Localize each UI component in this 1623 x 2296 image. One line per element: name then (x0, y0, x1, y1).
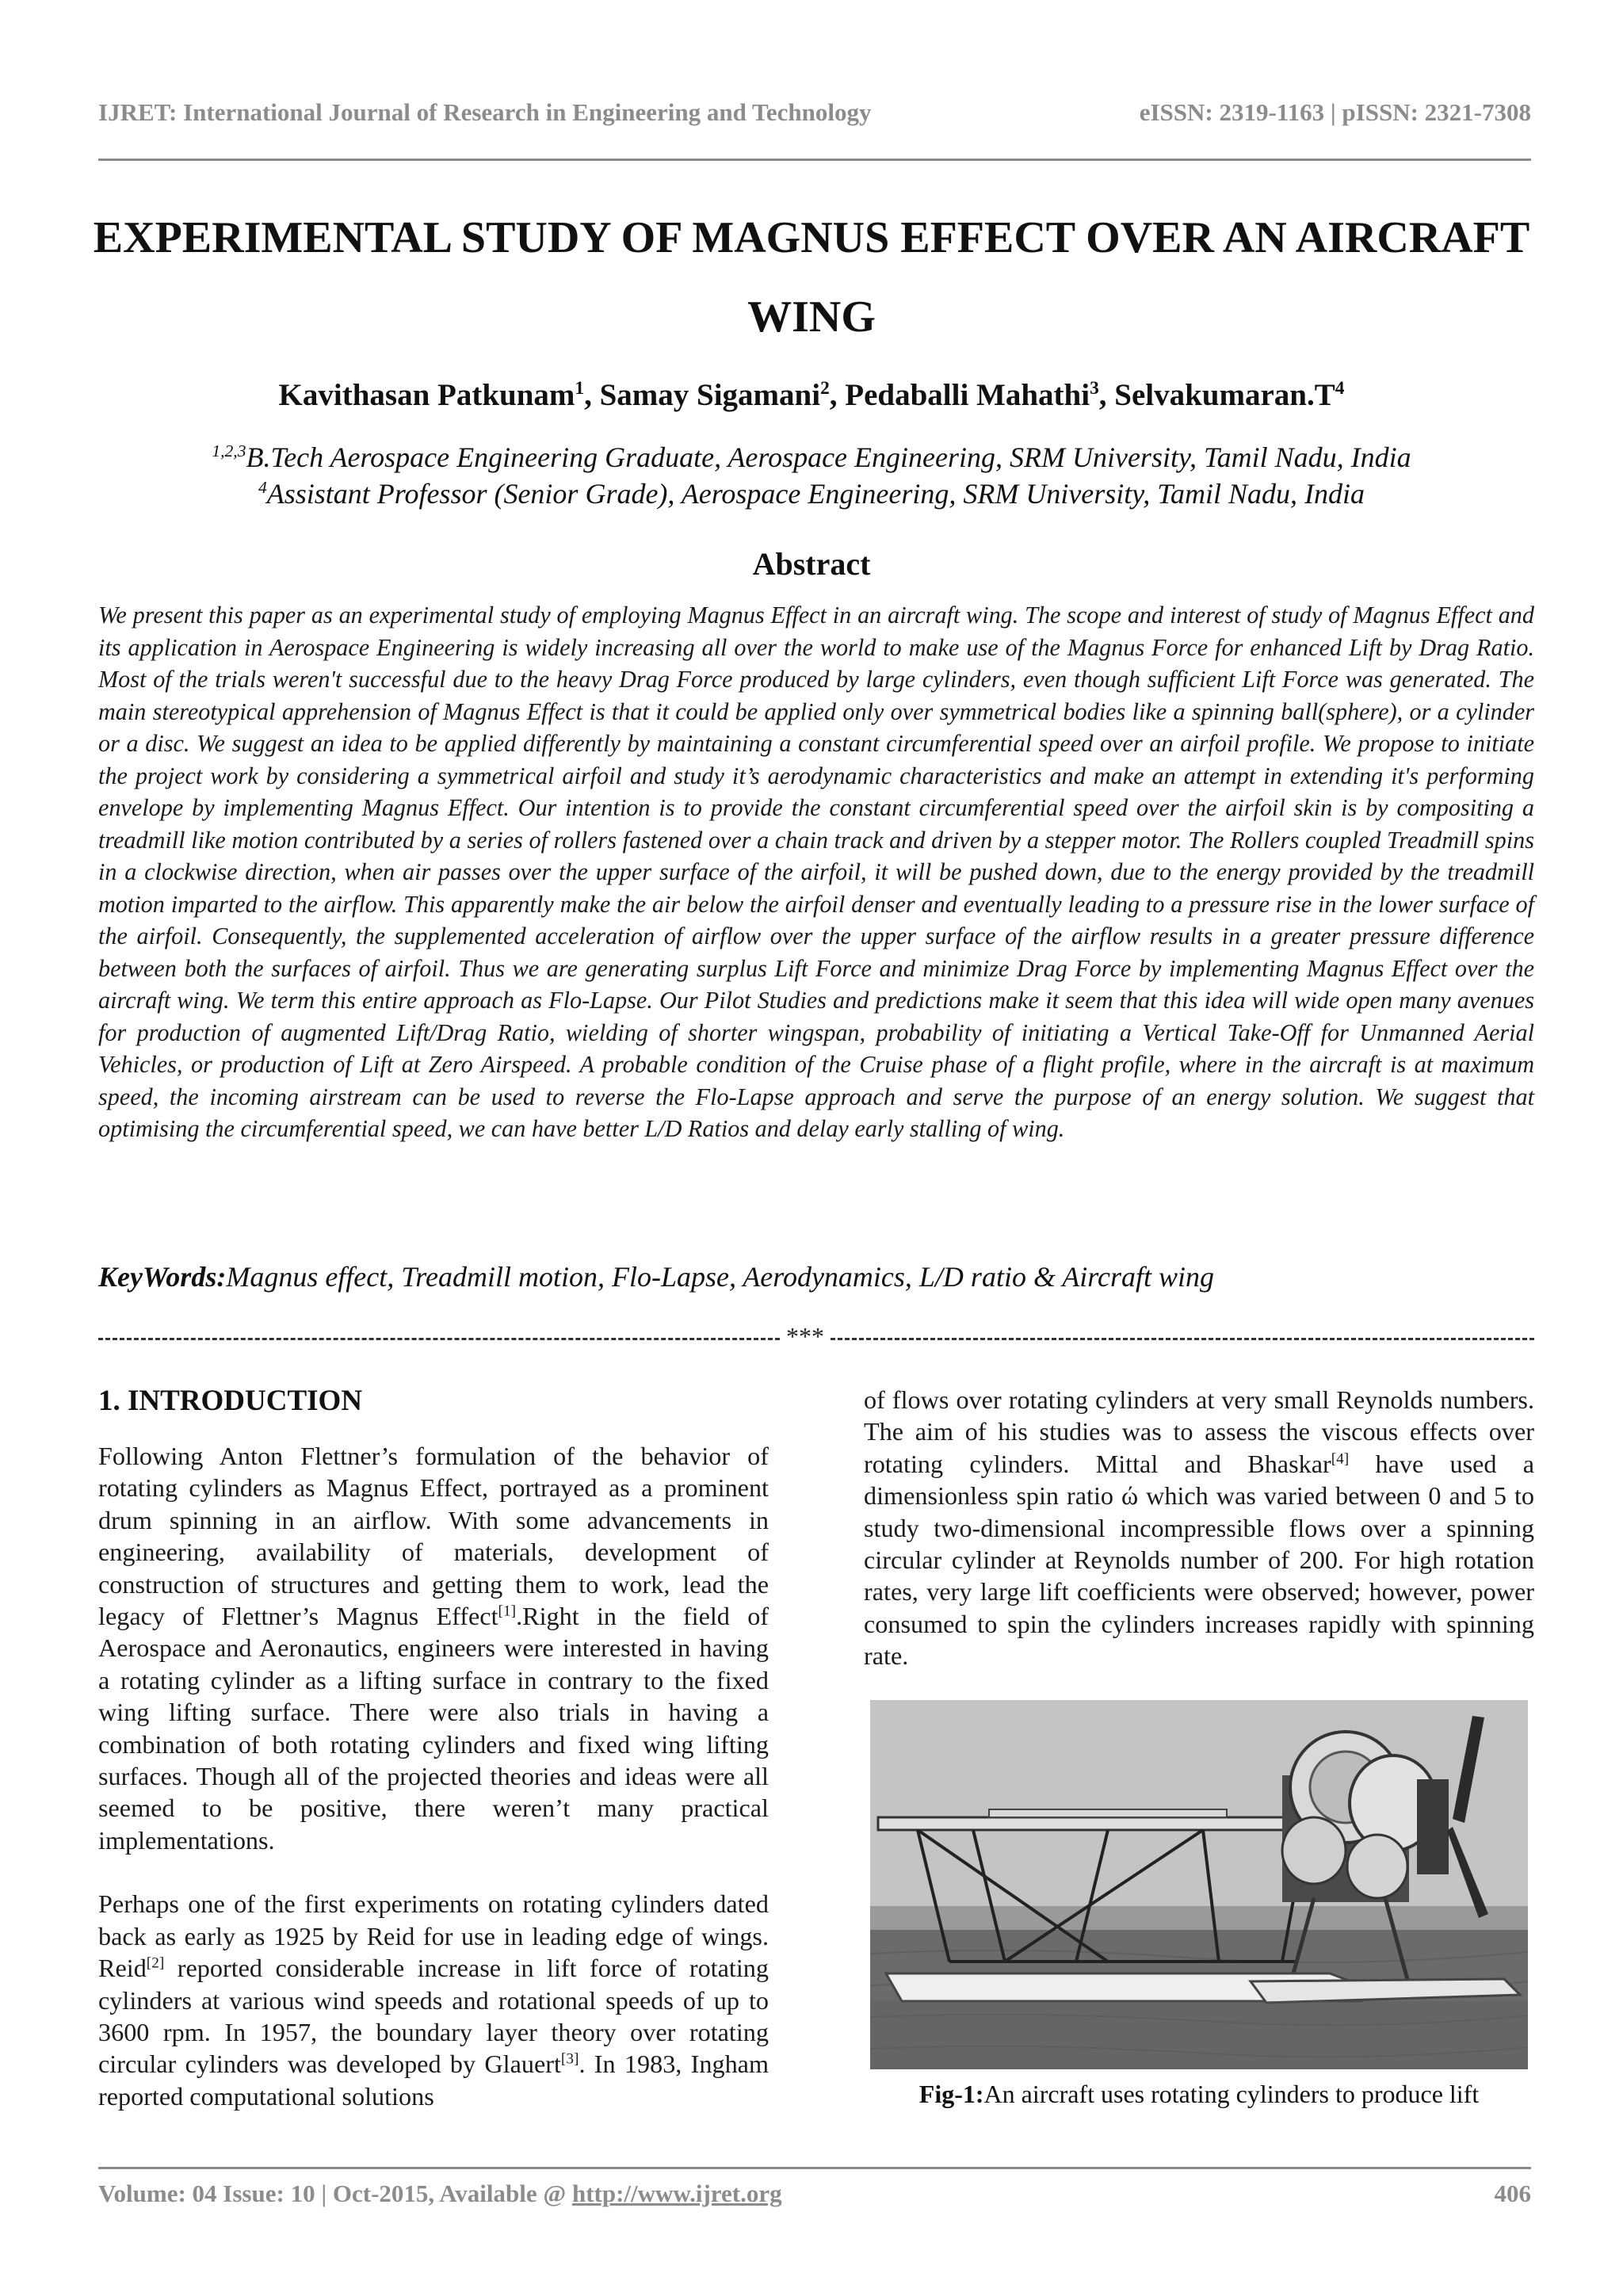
abstract-heading: Abstract (752, 546, 871, 582)
author-list: Kavithasan Patkunam$^1$, Samay Sigamani$^2$, Pedaballi Mahathi$^3$, $Selvakumaran.T^4$ (278, 378, 1345, 412)
author-name: Samay Sigamani (599, 378, 821, 412)
page-number: 406 (1494, 2179, 1531, 2207)
intro-paragraph (98, 1888, 769, 2112)
paragraph-text: reported considerable increase in lift force of rotating cylinders at various wind speeds and rotational speeds of up to 3600 rpm. In 1957, the boundary layer theory over rotating circular cylinders was developed by Glauert (98, 1954, 769, 2079)
affiliation-mark: 1,2,3 (212, 441, 246, 460)
author-name: Selvakumaran.T (1114, 378, 1335, 412)
section-heading: 1. INTRODUCTION (98, 1385, 363, 1417)
citation-ref[interactable]: [3] (560, 2050, 579, 2068)
seaplane-illustration (870, 1700, 1528, 2069)
affiliation (79, 477, 1544, 510)
author-mark: 2 (820, 378, 830, 399)
author-mark: 4 (1335, 378, 1345, 399)
header-divider (98, 159, 1531, 161)
author-mark: 3 (1090, 378, 1099, 399)
citation-ref[interactable]: [4] (1331, 1450, 1350, 1468)
affiliation-text: Assistant Professor (Senior Grade), Aerospace Engineering, SRM University, Tamil Nadu, India (266, 478, 1365, 510)
footer-volume (98, 2179, 782, 2208)
affiliation-text: B.Tech Aerospace Engineering Graduate, Aerospace Engineering, SRM University, Tamil Nadu, India (246, 441, 1411, 473)
affiliation-mark: 4 (258, 478, 267, 497)
paragraph-text: .Right in the field of Aerospace and Aeronautics, engineers were interested in having a rotating cylinder as a lifting surface in contrary to the fixed wing lifting surface. There were also trials in having a combination of both rotating cylinders and fixed wing lifting surfaces. Though all of the projected theories and ideas were all seemed to be positive, there weren’t many practical implementations. (98, 1602, 769, 1855)
paragraph-text: . In 1983, Ingham reported computational solutions (98, 2050, 769, 2111)
section-separator (98, 1338, 780, 1340)
left-column (98, 1384, 769, 2112)
keywords-text: Magnus effect, Treadmill motion, Flo-Lapse, Aerodynamics, L/D ratio & Aircraft wing (226, 1261, 1214, 1293)
paper-title: EXPERIMENTAL STUDY OF MAGNUS EFFECT OVER AN AIRCRAFT WING (93, 213, 1530, 342)
separator-stars: *** (786, 1322, 824, 1350)
paragraph-text: have used a dimensionless spin ratio ώ which was varied between 0 and 5 to study two-dimensional incompressible flows over a spinning circular cylinder at Reynolds number of 200. For high rotation rates, very large lift coefficients were observed; however, power consumed to spin the cylinders increases rapidly with spinning rate. (864, 1449, 1534, 1671)
figure-label: Fig-1: (918, 2080, 984, 2108)
paragraph-text: Perhaps one of the first experiments on rotating cylinders dated back as early as 1925 by Reid for use in leading edge of wings. Reid (98, 1889, 769, 1983)
issn: eISSN: 2319-1163 | pISSN: 2321-7308 (1139, 98, 1531, 126)
author-name: Kavithasan Patkunam (278, 378, 575, 412)
journal-link[interactable]: http://www.ijret.org (571, 2179, 782, 2207)
keywords-label: KeyWords: (98, 1261, 227, 1293)
keywords (98, 1260, 1534, 1293)
intro-paragraph (98, 1440, 769, 1856)
citation-ref[interactable]: [1] (498, 1603, 517, 1620)
author-mark: 1 (575, 378, 585, 399)
caption-text: An aircraft uses rotating cylinders to produce lift (983, 2080, 1480, 2108)
intro-paragraph (864, 1384, 1534, 1672)
citation-ref[interactable]: [2] (146, 1954, 165, 1972)
affiliation (79, 441, 1544, 474)
section-separator (831, 1338, 1534, 1340)
abstract-text: We present this paper as an experimental study of employing Magnus Effect in an aircraft wing. The scope and interest of study of Magnus Effect and its application in Aerospace Engineering is widely increasing all over the world to make use of the Magnus Force for enhanced Lift by Drag Ratio. Most of the trials weren't successful due to the heavy Drag Force produced by large cylinders, even though sufficient Lift Force was generated. The main stereotypical apprehension of Magnus Effect is that it could be applied only over symmetrical bodies like a spinning ball(sphere), or a cylinder or a disc. We suggest an idea to be applied differently by maintaining a constant circumferential speed over an airfoil profile. We propose to initiate the project work by considering a symmetrical airfoil and study it’s aerodynamic characteristics and make an attempt in extending it's performing envelope by implementing Magnus Effect. Our intention is to provide the constant circumferential speed over the airfoil skin is by compositing a treadmill like motion contributed by a series of rollers fastened over a chain track and driven by a stepper motor. The Rollers coupled Treadmill spins in a clockwise direction, when air passes over the upper surface of the airfoil, it will be pushed down, due to the energy provided by the treadmill motion imparted to the airflow. This apparently make the air below the airfoil denser and eventually leading to a pressure rise in the lower surface of the airfoil. Consequently, the supplemented acceleration of airflow over the upper surface of the airflow results in a greater pressure difference between both the surfaces of airfoil. Thus we are generating surplus Lift Force and minimize Drag Force by implementing Magnus Effect over the aircraft wing. We term this entire approach as Flo-Lapse. Our Pilot Studies and predictions make it seem that this idea will wide open many avenues for production of augmented Lift/Drag Ratio, wielding of shorter wingspan, probability of initiating a Vertical Take-Off for Unmanned Aerial Vehicles, or production of Lift at Zero Airspeed. A probable condition of the Cruise phase of a flight profile, where in the aircraft is at maximum speed, the incoming airstream can be used to reverse the Flo-Lapse approach and serve the purpose of an energy solution. We suggest that optimising the circumferential speed, we can have better L/D Ratios and delay early stalling of wing. (98, 602, 1534, 1142)
volume-text: Volume: 04 Issue: 10 | Oct-2015, Available @ (98, 2179, 572, 2207)
aircraft-photo (870, 1700, 1528, 2069)
journal-name: IJRET: International Journal of Research in Engineering and Technology (98, 98, 872, 126)
paragraph-text: Following Anton Flettner’s formulation of the behavior of rotating cylinders as Magnus Effect, portrayed as a prominent drum spinning in an airflow. With some advancements in engineering, availability of materials, development of construction of structures and getting them to work, lead the legacy of Flettner’s Magnus Effect (98, 1442, 769, 1631)
figure-caption (864, 2080, 1534, 2109)
paragraph-text: of flows over rotating cylinders at very small Reynolds numbers. The aim of his studies was to assess the viscous effects over rotating cylinders. Mittal and Bhaskar (864, 1385, 1534, 1478)
author-name: Pedaballi Mahathi (845, 378, 1090, 412)
right-column (864, 1384, 1534, 1672)
footer-divider (98, 2167, 1531, 2169)
